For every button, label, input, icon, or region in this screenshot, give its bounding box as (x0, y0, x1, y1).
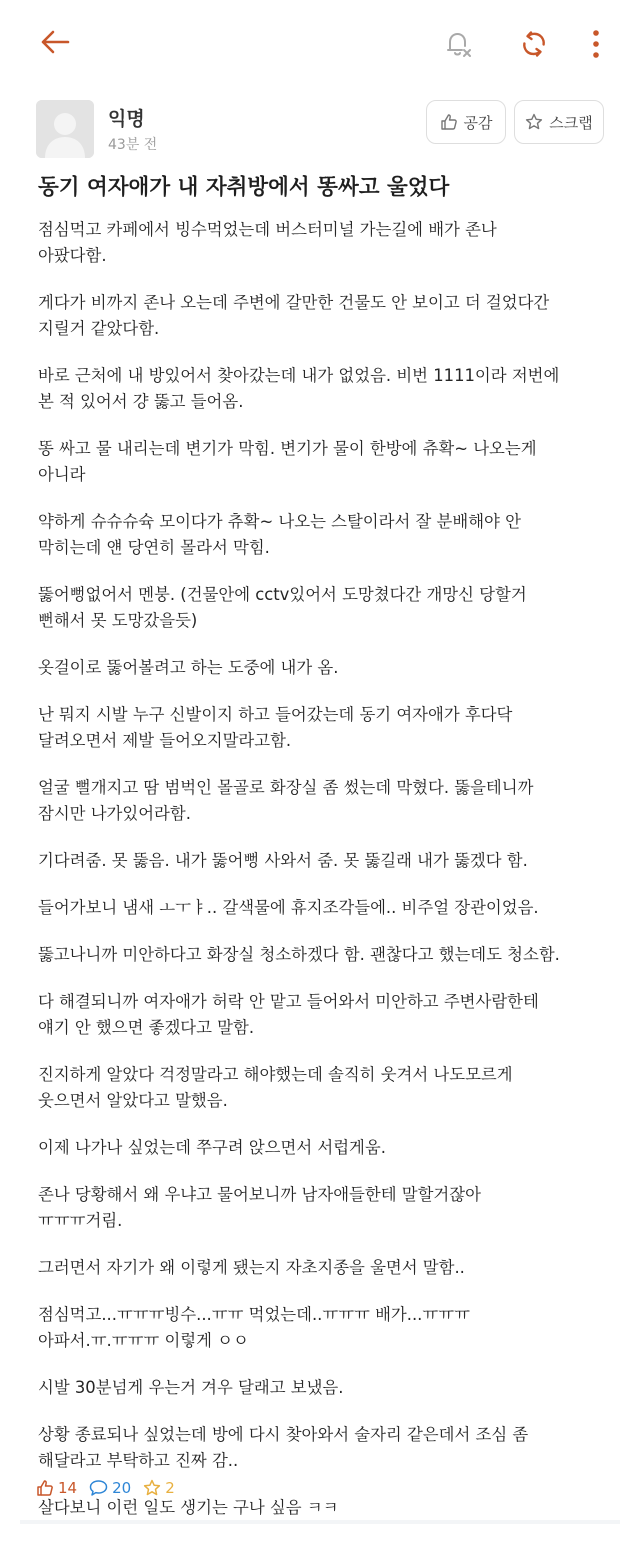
like-count-value: 14 (58, 1479, 78, 1497)
post-paragraph: 들어가보니 냄새 ㅗㅜㅑ.. 갈색물에 휴지조각들에.. 비주얼 장관이었음. (38, 898, 539, 917)
scrap-button[interactable] (514, 100, 604, 144)
post-paragraph: 점심먹고...ㅠㅠㅠ빙수...ㅠㅠ 먹었는데..ㅠㅠㅠ 배가...ㅠㅠㅠ 아파서.ㅠ.ㅠㅠㅠ 이렇게 ㅇㅇ (38, 1305, 470, 1350)
post-paragraph: 뚫어뻥없어서 멘붕. (건물안에 cctv있어서 도망쳤다간 개망신 당할거 뻔해서 못 도망갔을듯) (38, 585, 527, 630)
comment-count (89, 1479, 131, 1497)
avatar (36, 100, 94, 158)
post-paragraph: 진지하게 알았다 걱정말라고 해야했는데 솔직히 웃겨서 나도모르게 웃으면서 알았다고 말했음. (38, 1065, 513, 1110)
post-paragraph: 다 해결되니까 여자애가 허락 안 맡고 들어와서 미안하고 주변사람한테 얘기 안 했으면 좋겠다고 말함. (38, 992, 539, 1037)
comment-icon (89, 1479, 108, 1497)
post-title: 동기 여자애가 내 자취방에서 똥싸고 울었다 (38, 175, 450, 200)
post-paragraph: 얼굴 뻘개지고 땀 범벅인 몰골로 화장실 좀 썼는데 막혔다. 뚫을테니까 잠시만 나가있어라함. (38, 778, 534, 823)
post-paragraph: 이제 나가나 싶었는데 쭈구려 앉으면서 서럽게움. (38, 1138, 386, 1157)
like-button-label: 공감 (463, 113, 493, 132)
post-stats (36, 1476, 187, 1500)
bell-off-icon (442, 28, 474, 60)
more-button[interactable] (578, 22, 614, 66)
thumbs-up-icon (440, 113, 458, 131)
notification-button[interactable] (436, 22, 480, 66)
post-paragraph: 상황 종료되나 싶었는데 방에 다시 찾아와서 술자리 같은데서 조심 좀 해달라고 부탁하고 진짜 감.. (38, 1425, 529, 1470)
arrow-left-icon (40, 29, 70, 55)
default-avatar-icon (36, 100, 94, 158)
post-paragraph: 기다려줌. 못 뚫음. 내가 뚫어뻥 사와서 줌. 못 뚫길래 내가 뚫겠다 함. (38, 851, 528, 870)
like-count (36, 1479, 77, 1497)
post-paragraph: 바로 근처에 내 방있어서 찾아갔는데 내가 없었음. 비번 1111이라 저번에 본 적 있어서 걍 뚫고 들어옴. (38, 366, 560, 411)
post-paragraph: 옷걸이로 뚫어볼려고 하는 도중에 내가 옴. (38, 658, 339, 677)
post-paragraph: 난 뭐지 시발 누구 신발이지 하고 들어갔는데 동기 여자애가 후다닥 달려오면서 제발 들어오지말라고함. (38, 705, 513, 750)
scrap-count-value: 2 (165, 1479, 175, 1497)
star-outline-icon (143, 1479, 161, 1497)
scrap-count (143, 1479, 175, 1497)
post-paragraph: 뚫고나니까 미안하다고 화장실 청소하겠다 함. 괜찮다고 했는데도 청소함. (38, 945, 560, 964)
scrap-button-label: 스크랩 (549, 113, 593, 132)
post-paragraph: 점심먹고 카페에서 빙수먹었는데 버스터미널 가는길에 배가 존나 아팠다함. (38, 220, 497, 265)
like-button[interactable] (426, 100, 506, 144)
author-name: 익명 (108, 108, 145, 130)
post-paragraph: 존나 당황해서 왜 우냐고 물어보니까 남자애들한테 말할거잖아 ㅠㅠㅠ거림. (38, 1185, 481, 1230)
back-button[interactable] (30, 22, 80, 62)
refresh-icon (519, 29, 549, 59)
more-vertical-icon (591, 29, 601, 59)
post-paragraph: 약하게 슈슈슈슉 모이다가 츄확~ 나오는 스탈이라서 잘 분배해야 안 막히는데 얜 당연히 몰라서 막힘. (38, 512, 521, 557)
divider (20, 1520, 620, 1524)
comment-count-value: 20 (112, 1479, 132, 1497)
author-header (36, 100, 606, 156)
post-time: 43분 전 (108, 137, 158, 153)
star-outline-icon (525, 113, 543, 131)
top-bar (0, 0, 640, 84)
post-paragraph: 게다가 비까지 존나 오는데 주변에 갈만한 건물도 안 보이고 더 걸었다간 지릴거 같았다함. (38, 293, 550, 338)
post-paragraph: 살다보니 이런 일도 생기는 구나 싶음 ㅋㅋ (38, 1498, 339, 1517)
refresh-button[interactable] (512, 22, 556, 66)
post-body (38, 217, 618, 1542)
post-paragraph: 시발 30분넘게 우는거 겨우 달래고 보냈음. (38, 1378, 344, 1397)
post-paragraph: 똥 싸고 물 내리는데 변기가 막힘. 변기가 물이 한방에 츄확~ 나오는게 아니라 (38, 439, 537, 484)
post-paragraph: 그러면서 자기가 왜 이렇게 됐는지 자초지종을 울면서 말함.. (38, 1258, 465, 1277)
thumbs-up-icon (36, 1479, 54, 1497)
